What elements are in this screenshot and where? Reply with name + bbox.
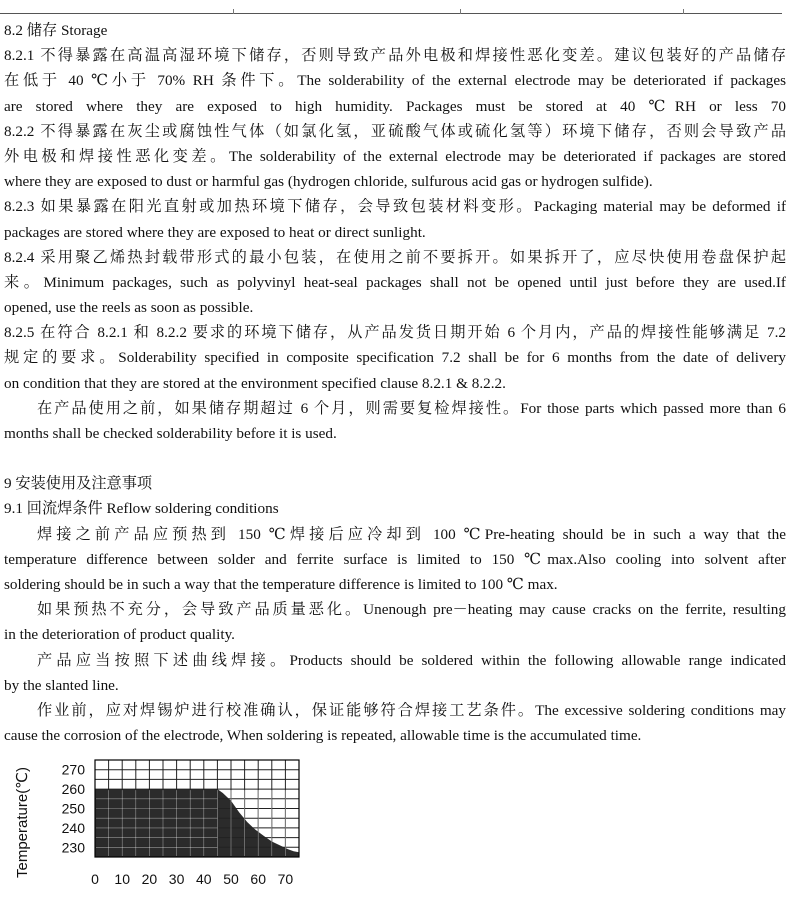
soldering-curve-chart	[10, 755, 320, 901]
y-tick-label: 240	[61, 819, 85, 836]
storage-note-line: months shall be checked solderability before it is used.	[4, 425, 337, 442]
y-tick-label: 270	[61, 761, 85, 778]
x-tick-label: 50	[223, 871, 239, 887]
x-tick-label: 60	[250, 871, 266, 887]
clause-8-2-1-line: 在低于 40 ℃小于 70% RH 条件下。The solderability of the external electrode may be deteriorated if packages	[4, 72, 786, 90]
blank-line	[4, 446, 786, 471]
reflow-paragraph-line: soldering should be in such a way that the temperature difference is limited to 100 ℃ max.	[4, 575, 558, 593]
header-tick	[233, 9, 234, 14]
y-tick-label: 250	[61, 800, 85, 817]
curve-paragraph-line: 产品应当按照下述曲线焊接。Products should be soldered within the following allowable range indicated	[37, 651, 786, 669]
clause-8-2-2-line: 外电极和焊接性恶化变差。The solderability of the external electrode may be deteriorated if packages are stored	[4, 147, 786, 165]
x-tick-label: 20	[141, 871, 158, 887]
clause-8-2-4-line: 来。Minimum packages, such as polyvinyl heat-seal packages shall not be opened until just before they are used.If	[4, 273, 786, 291]
clause-8-2-1-line: are stored where they are exposed to high humidity. Packages must be stored at 40 ℃RH or less 70	[4, 97, 786, 115]
y-axis-label: Temperature(℃)	[14, 766, 31, 879]
preheat-paragraph-line: in the deterioration of product quality.	[4, 626, 235, 644]
x-tick-label: 30	[168, 871, 185, 887]
header-tick	[460, 9, 461, 14]
section-heading-8-2: 8.2 储存 Storage	[4, 22, 108, 39]
curve-paragraph-line: by the slanted line.	[4, 676, 119, 694]
header-rule	[0, 13, 782, 14]
clause-8-2-1-line: 8.2.1 不得暴露在高温高湿环境下储存，否则导致产品外电极和焊接性恶化变差。建议包装好的产品储存	[4, 47, 786, 65]
clause-8-2-5-line: on condition that they are stored at the environment specified clause 8.2.1 & 8.2.2.	[4, 374, 506, 392]
clause-8-2-5-line: 规定的要求。Solderability specified in composite specification 7.2 shall be for 6 months from the date of delivery	[4, 349, 786, 367]
reflow-paragraph-line: 焊接之前产品应预热到 150 ℃焊接后应冷却到 100 ℃Pre-heating should be in such a way that the	[37, 525, 786, 543]
document-body	[4, 18, 786, 748]
reflow-paragraph-line: temperature difference between solder and ferrite surface is limited to 150 ℃max.Also cooling into solvent after	[4, 550, 786, 568]
preheat-paragraph-line: 如果预热不充分，会导致产品质量恶化。Unenough pre－heating may cause cracks on the ferrite, resulting	[37, 601, 786, 619]
storage-note-line: 在产品使用之前，如果储存期超过 6 个月，则需要复检焊接性。For those parts which passed more than 6	[37, 399, 786, 417]
clause-8-2-4-line: 8.2.4 采用聚乙烯热封载带形式的最小包装，在使用之前不要拆开。如果拆开了，应尽快使用卷盘保护起	[4, 248, 786, 266]
x-tick-label: 10	[114, 871, 130, 887]
soldering-curve-figure	[10, 755, 320, 901]
clause-8-2-3-line: 8.2.3 如果暴露在阳光直射或加热环境下储存，会导致包装材料变形。Packaging material may be deformed if	[4, 198, 786, 216]
section-heading-9-1: 9.1 回流焊条件 Reflow soldering conditions	[4, 500, 279, 518]
clause-8-2-5-line: 8.2.5 在符合 8.2.1 和 8.2.2 要求的环境下储存，从产品发货日期开始 6 个月内，产品的焊接性能够满足 7.2	[4, 324, 786, 342]
clause-8-2-4-line: opened, use the reels as soon as possible.	[4, 299, 254, 317]
clause-8-2-3-line: packages are stored where they are exposed to heat or direct sunlight.	[4, 223, 426, 241]
section-heading-9: 9 安装使用及注意事项	[4, 475, 153, 493]
clause-8-2-2-line: 8.2.2 不得暴露在灰尘或腐蚀性气体（如氯化氢，亚硫酸气体或硫化氢等）环境下储存，否则会导致产品	[4, 122, 786, 140]
x-tick-label: 70	[277, 871, 294, 887]
calibration-paragraph-line: 作业前，应对焊锡炉进行校准确认，保证能够符合焊接工艺条件。The excessive soldering conditions may	[37, 701, 786, 719]
x-tick-label: 0	[91, 871, 99, 887]
y-tick-label: 260	[61, 781, 85, 798]
clause-8-2-2-line: where they are exposed to dust or harmful gas (hydrogen chloride, sulfurous acid gas or hydrogen sulfide).	[4, 173, 653, 191]
y-tick-label: 230	[61, 839, 85, 856]
header-tick	[683, 9, 684, 14]
calibration-paragraph-line: cause the corrosion of the electrode, When soldering is repeated, allowable time is the accumulated time.	[4, 727, 642, 745]
x-tick-label: 40	[196, 871, 212, 887]
